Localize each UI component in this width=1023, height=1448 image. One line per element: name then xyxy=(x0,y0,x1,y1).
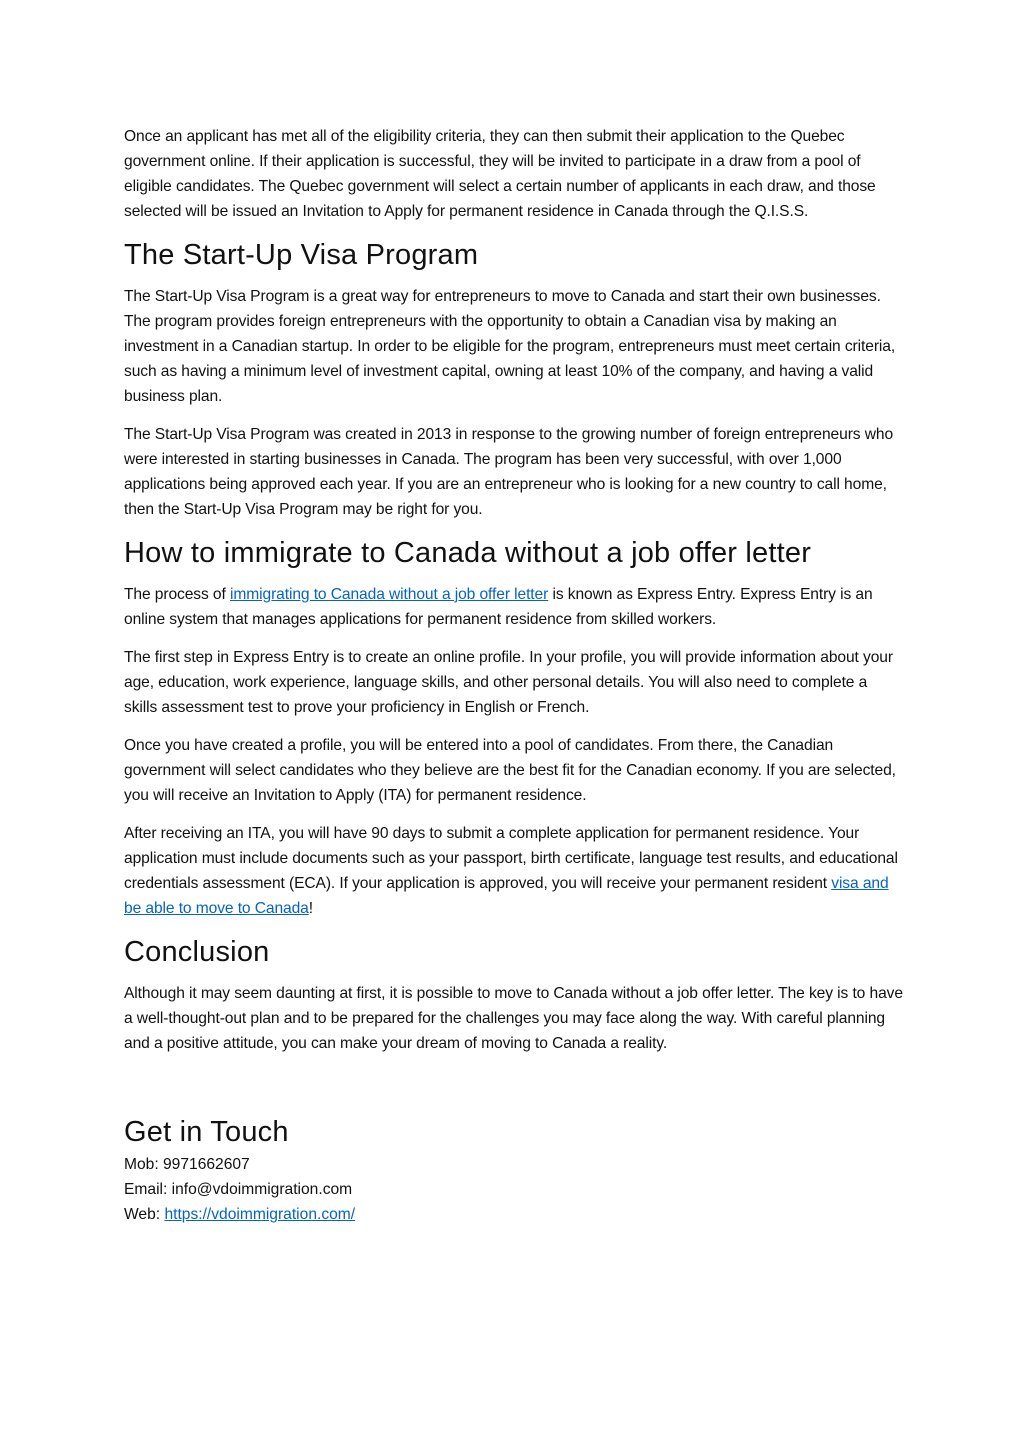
contact-heading: Get in Touch xyxy=(124,1116,289,1148)
howto-p1-text-before: The process of xyxy=(124,586,230,603)
startup-heading: The Start-Up Visa Program xyxy=(124,239,479,271)
contact-email: Email: info@vdoimmigration.com xyxy=(124,1181,353,1198)
howto-heading: How to immigrate to Canada without a job offer letter xyxy=(124,537,812,569)
contact-mobile: Mob: 9971662607 xyxy=(124,1156,250,1173)
website-link[interactable]: https://vdoimmigration.com/ xyxy=(164,1206,356,1223)
startup-paragraph-1: The Start-Up Visa Program is a great way for entrepreneurs to move to Canada and start their own businesses. The program provides foreign entrepreneurs with the opportunity to obtain a Canadian visa by making an investment in a Canadian startup. In order to be eligible for the program, entrepreneurs must meet certain criteria, such as having a minimum level of investment capital, owning at least 10% of the company, and having a valid business plan. xyxy=(124,288,896,405)
howto-p1-text-after: is known as Express Entry. Express Entry is an online system that manages applications for permanent residence from skilled workers. xyxy=(124,586,873,628)
conclusion-heading: Conclusion xyxy=(124,936,270,968)
howto-p4-text-after: ! xyxy=(308,900,313,917)
intro-paragraph: Once an applicant has met all of the eligibility criteria, they can then submit their application to the Quebec government online. If their application is successful, they will be invited to participate in a draw from a pool of eligible candidates. The Quebec government will select a certain number of applicants in each draw, and those selected will be issued an Invitation to Apply for permanent residence in Canada through the Q.I.S.S. xyxy=(124,128,876,220)
express-entry-link[interactable]: immigrating to Canada without a job offer letter xyxy=(229,586,549,603)
howto-paragraph-2: The first step in Express Entry is to create an online profile. In your profile, you will provide information about your age, education, work experience, language skills, and other personal details. You will also need to complete a skills assessment test to prove your proficiency in English or French. xyxy=(124,649,893,716)
contact-web xyxy=(124,1202,904,1227)
document-page xyxy=(124,124,904,1227)
howto-paragraph-3: Once you have created a profile, you will be entered into a pool of candidates. From there, the Canadian government will select candidates who they believe are the best fit for the Canadian economy. If you are selected, you will receive an Invitation to Apply (ITA) for permanent residence. xyxy=(124,737,896,804)
howto-p4-text-before: After receiving an ITA, you will have 90 days to submit a complete application for permanent residence. Your application must include documents such as your passport, birth certificate, language test results, and educational credentials assessment (ECA). If your application is approved, you will receive your permanent resident xyxy=(124,825,898,892)
conclusion-paragraph: Although it may seem daunting at first, it is possible to move to Canada without a job offer letter. The key is to have a well-thought-out plan and to be prepared for the challenges you may face along the way. With careful planning and a positive attitude, you can make your dream of moving to Canada a reality. xyxy=(124,985,903,1052)
visa-move-link[interactable]: visa and be able to move to Canada xyxy=(124,875,889,917)
startup-paragraph-2: The Start-Up Visa Program was created in 2013 in response to the growing number of foreign entrepreneurs who were interested in starting businesses in Canada. The program has been very successful, with over 1,000 applications being approved each year. If you are an entrepreneur who is looking for a new country to call home, then the Start-Up Visa Program may be right for you. xyxy=(124,426,894,518)
howto-paragraph-4 xyxy=(124,821,904,921)
howto-paragraph-1 xyxy=(124,582,904,632)
contact-web-label: Web: xyxy=(124,1206,165,1223)
